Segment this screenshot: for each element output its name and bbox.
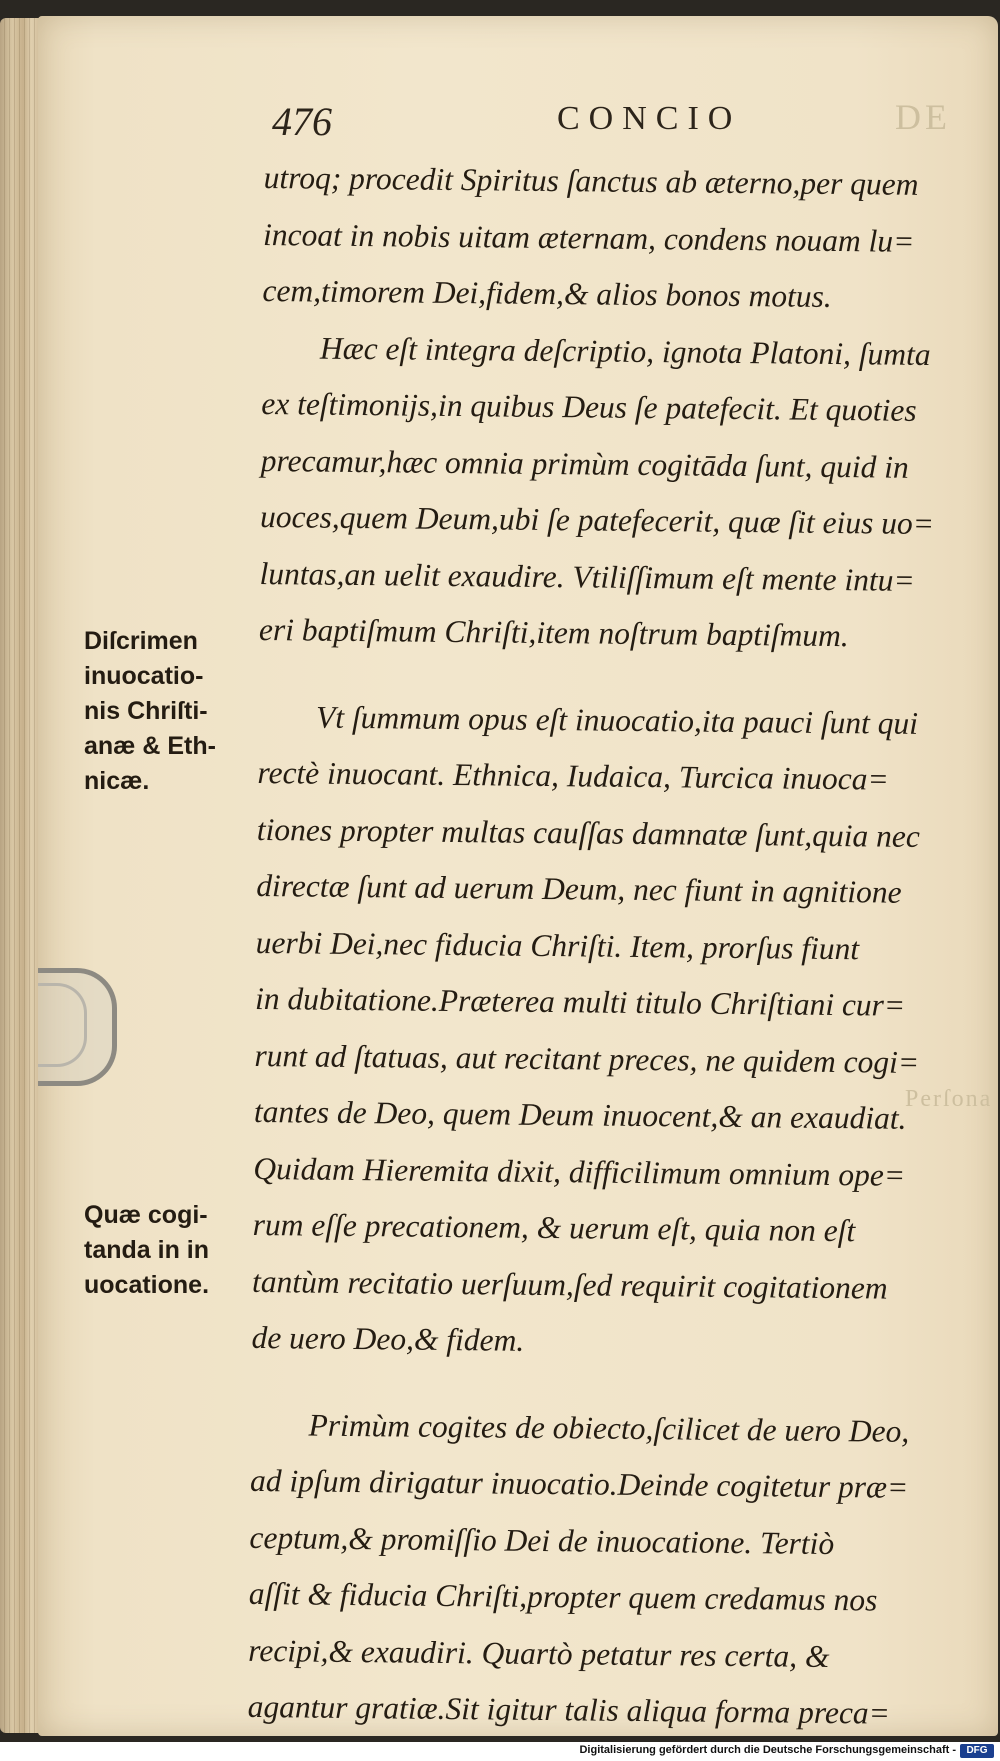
margin-note-line: tanda in in — [84, 1236, 209, 1264]
paragraph-1 — [262, 150, 984, 327]
text-line: uoces,quem Deum,ubi ſe patefecerit, quæ ſit eius uo= — [259, 498, 935, 542]
margin-note-line: Quæ cogi- — [84, 1201, 208, 1229]
margin-note-line: uocatione. — [84, 1271, 210, 1299]
text-line: directæ ſunt ad uerum Deum, nec fiunt in agnitione — [256, 867, 902, 910]
text-line: rectè inuocant. Ethnica, Iudaica, Turcica inuoca= — [257, 754, 889, 797]
text-line: Vt ſummum opus eſt inuocatio,ita pauci ſunt qui — [315, 699, 919, 741]
text-line: in dubitatione.Præterea multi titulo Chriſtiani cur= — [254, 980, 906, 1023]
text-line: de uero Deo,& fidem. — [251, 1319, 525, 1358]
bleed-through-text-top: DE — [895, 97, 951, 137]
text-line: tantùm recitatio uerſuum,ſed requirit cogitationem — [251, 1263, 888, 1306]
body-text — [247, 150, 984, 1743]
margin-note-line: nis Chriſti- — [84, 697, 208, 725]
margin-note-line: nicæ. — [84, 767, 150, 795]
footer-bar — [0, 1742, 1000, 1761]
footer-credit: Digitalisierung gefördert durch die Deutsche Forschungsgemeinschaft - — [579, 1744, 956, 1756]
margin-note-line: anæ & Eth- — [84, 732, 216, 760]
page-stack-edge — [0, 18, 42, 1733]
text-line: agantur gratiæ.Sit igitur talis aliqua forma preca= — [247, 1688, 891, 1731]
text-line: eri baptiſmum Chriſti,item noſtrum baptiſmum. — [258, 611, 849, 654]
text-line: tantes de Deo, quem Deum inuocent,& an exaudiat. — [253, 1093, 907, 1136]
text-line: tiones propter multas cauſſas damnatæ ſunt,quia nec — [256, 811, 920, 854]
margin-note-cogitanda — [84, 1198, 274, 1303]
text-line: aſſit & fiducia Chriſti,propter quem credamus nos — [248, 1575, 878, 1618]
paragraph-4 — [247, 1396, 971, 1743]
text-line: Hæc eſt integra deſcriptio, ignota Platoni, ſumta — [319, 330, 931, 372]
text-line: ceptum,& promiſſio Dei de inuocatione. Tertiò — [249, 1519, 835, 1561]
text-line: ad ipſum dirigatur inuocatio.Deinde cogitetur præ= — [249, 1462, 909, 1505]
page-clip — [38, 968, 117, 1086]
paragraph-3 — [251, 688, 978, 1374]
text-line: rum eſſe precationem, & uerum eſt, quia non eſt — [252, 1206, 856, 1249]
paragraph-2 — [259, 319, 983, 666]
text-line: Quidam Hieremita dixit, difficilimum omnium ope= — [253, 1150, 906, 1193]
margin-note-line: inuocatio- — [84, 662, 204, 690]
page-header — [272, 98, 972, 148]
margin-note-discrimen — [84, 624, 274, 799]
text-line: uerbi Dei,nec fiducia Chriſti. Item, prorſus fiunt — [255, 924, 860, 966]
text-line: ex teſtimonijs,in quibus Deus ſe patefecit. Et quoties — [261, 385, 917, 428]
margin-note-line: Diſcrimen — [84, 627, 198, 655]
text-line: luntas,an uelit exaudire. Vtiliſſimum eſt mente intu= — [259, 555, 915, 598]
text-line: recipi,& exaudiri. Quartò petatur res certa, & — [248, 1632, 830, 1674]
text-line: Primùm cogites de obiecto,ſcilicet de uero Deo, — [308, 1407, 910, 1449]
text-line: cem,timorem Dei,fidem,& alios bonos motus. — [262, 272, 832, 314]
text-line: utroq; procedit Spiritus ſanctus ab æterno,per quem — [263, 159, 919, 202]
text-line: runt ad ſtatuas, aut recitant preces, ne quidem cogi= — [254, 1037, 920, 1080]
bleed-through-text-mid: Perſona — [905, 1086, 993, 1112]
dfg-logo: DFG — [960, 1744, 994, 1758]
text-line: precamur,hæc omnia primùm cogitāda ſunt, quid in — [260, 442, 909, 485]
running-title: CONCIO — [557, 100, 742, 137]
page-number: 476 — [272, 99, 332, 144]
text-line: incoat in nobis uitam æternam, condens nouam lu= — [262, 216, 915, 259]
